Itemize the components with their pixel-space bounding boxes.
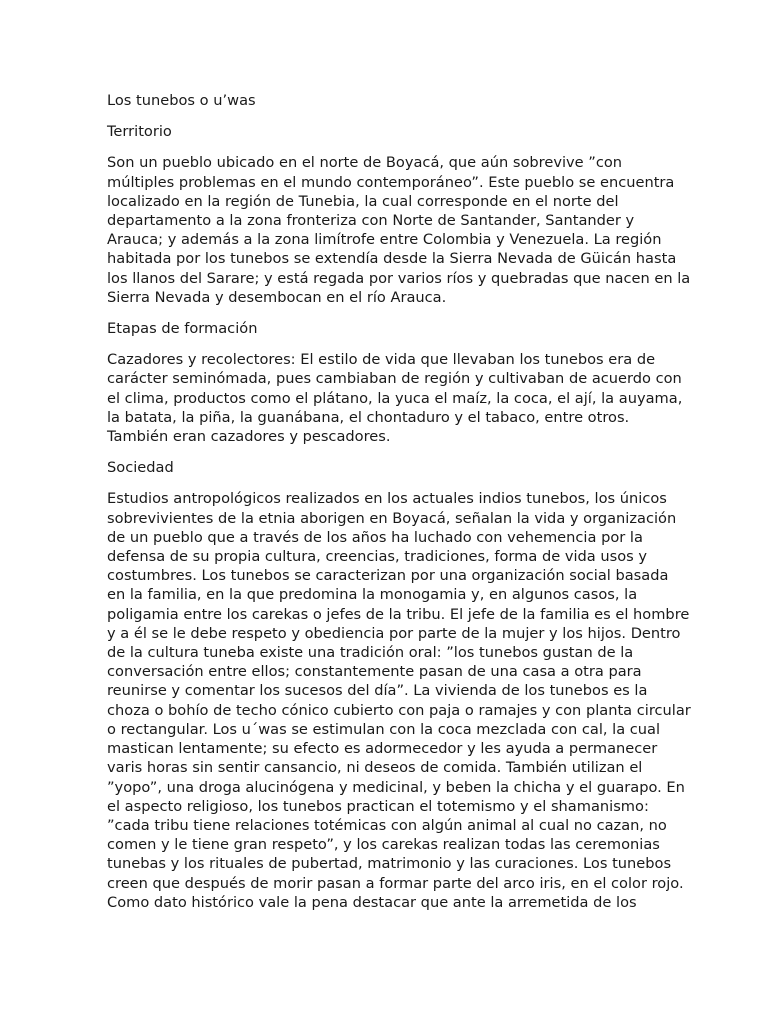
text-line: Como dato histórico vale la pena destacar que ante la arremetida de los: [107, 893, 637, 911]
text-line: costumbres. Los tunebos se caracterizan por una organización social basada: [107, 567, 669, 585]
text-line: mastican lentamente; su efecto es adormecedor y les ayuda a permanecer: [107, 740, 658, 758]
text-line: Estudios antropológicos realizados en los actuales indios tunebos, los únicos: [107, 490, 667, 508]
text-line: choza o bohío de techo cónico cubierto con paja o ramajes y con planta circular: [107, 701, 691, 719]
text-line: comen y le tiene gran respeto”, y los carekas realizan todas las ceremonias: [107, 836, 660, 854]
text-line: carácter seminómada, pues cambiaban de región y cultivaban de acuerdo con: [107, 370, 682, 388]
text-line: tunebas y los rituales de pubertad, matrimonio y las curaciones. Los tunebos: [107, 855, 672, 873]
text-line: el aspecto religioso, los tunebos practican el totemismo y el shamanismo:: [107, 797, 649, 815]
text-line: múltiples problemas en el mundo contemporáneo”. Este pueblo se encuentra: [107, 173, 675, 191]
text-line: conversación entre ellos; constantemente pasan de una casa a otra para: [107, 663, 642, 681]
text-line: y a él se le debe respeto y obediencia por parte de la mujer y los hijos. Dentro: [107, 624, 681, 642]
paragraph-etapas: [107, 350, 683, 446]
paragraph-territorio: [107, 153, 691, 307]
text-line: reunirse y comentar los sucesos del día”. La vivienda de los tunebos es la: [107, 682, 648, 700]
text-line: defensa de su propia cultura, creencias, tradiciones, forma de vida usos y: [107, 548, 648, 566]
text-line: o rectangular. Los u´was se estimulan con la coca mezclada con cal, la cual: [107, 720, 661, 738]
text-line: los llanos del Sarare; y está regada por varios ríos y quebradas que nacen en la: [107, 269, 691, 287]
text-line: Arauca; y además a la zona limítrofe entre Colombia y Venezuela. La región: [107, 231, 662, 249]
text-line: Son un pueblo ubicado en el norte de Boyacá, que aún sobrevive ”con: [107, 154, 623, 172]
text-line: Cazadores y recolectores: El estilo de vida que llevaban los tunebos era de: [107, 351, 656, 369]
text-line: ”cada tribu tiene relaciones totémicas con algún animal al cual no cazan, no: [107, 816, 667, 834]
text-line: en la familia, en la que predomina la monogamia y, en algunos casos, la: [107, 586, 638, 604]
text-line: varis horas sin sentir cansancio, ni deseos de comida. También utilizan el: [107, 759, 643, 777]
section-heading-sociedad: Sociedad: [107, 459, 174, 477]
section-heading-territorio: Territorio: [107, 123, 172, 141]
section-heading-etapas: Etapas de formación: [107, 320, 258, 338]
text-line: el clima, productos como el plátano, la yuca el maíz, la coca, el ají, la auyama,: [107, 389, 683, 407]
text-line: poligamia entre los carekas o jefes de la tribu. El jefe de la familia es el hombre: [107, 605, 690, 623]
text-line: departamento a la zona fronteriza con Norte de Santander, Santander y: [107, 212, 635, 230]
text-line: de la cultura tuneba existe una tradición oral: ”los tunebos gustan de la: [107, 644, 634, 662]
paragraph-sociedad: [107, 489, 691, 911]
text-line: localizado en la región de Tunebia, la cual corresponde en el norte del: [107, 192, 619, 210]
document-title: Los tunebos o u’was: [107, 92, 256, 109]
text-line: la batata, la piña, la guanábana, el chontaduro y el tabaco, entre otros.: [107, 408, 630, 426]
document-page: [107, 91, 691, 924]
text-line: creen que después de morir pasan a formar parte del arco iris, en el color rojo.: [107, 874, 684, 892]
text-line: También eran cazadores y pescadores.: [107, 428, 391, 446]
text-line: Sierra Nevada y desembocan en el río Arauca.: [107, 288, 447, 306]
text-line: de un pueblo que a través de los años ha luchado con vehemencia por la: [107, 528, 643, 546]
text-line: habitada por los tunebos se extendía desde la Sierra Nevada de Güicán hasta: [107, 250, 677, 268]
text-line: ”yopo”, una droga alucinógena y medicinal, y beben la chicha y el guarapo. En: [107, 778, 685, 796]
text-line: sobrevivientes de la etnia aborigen en Boyacá, señalan la vida y organización: [107, 509, 677, 527]
